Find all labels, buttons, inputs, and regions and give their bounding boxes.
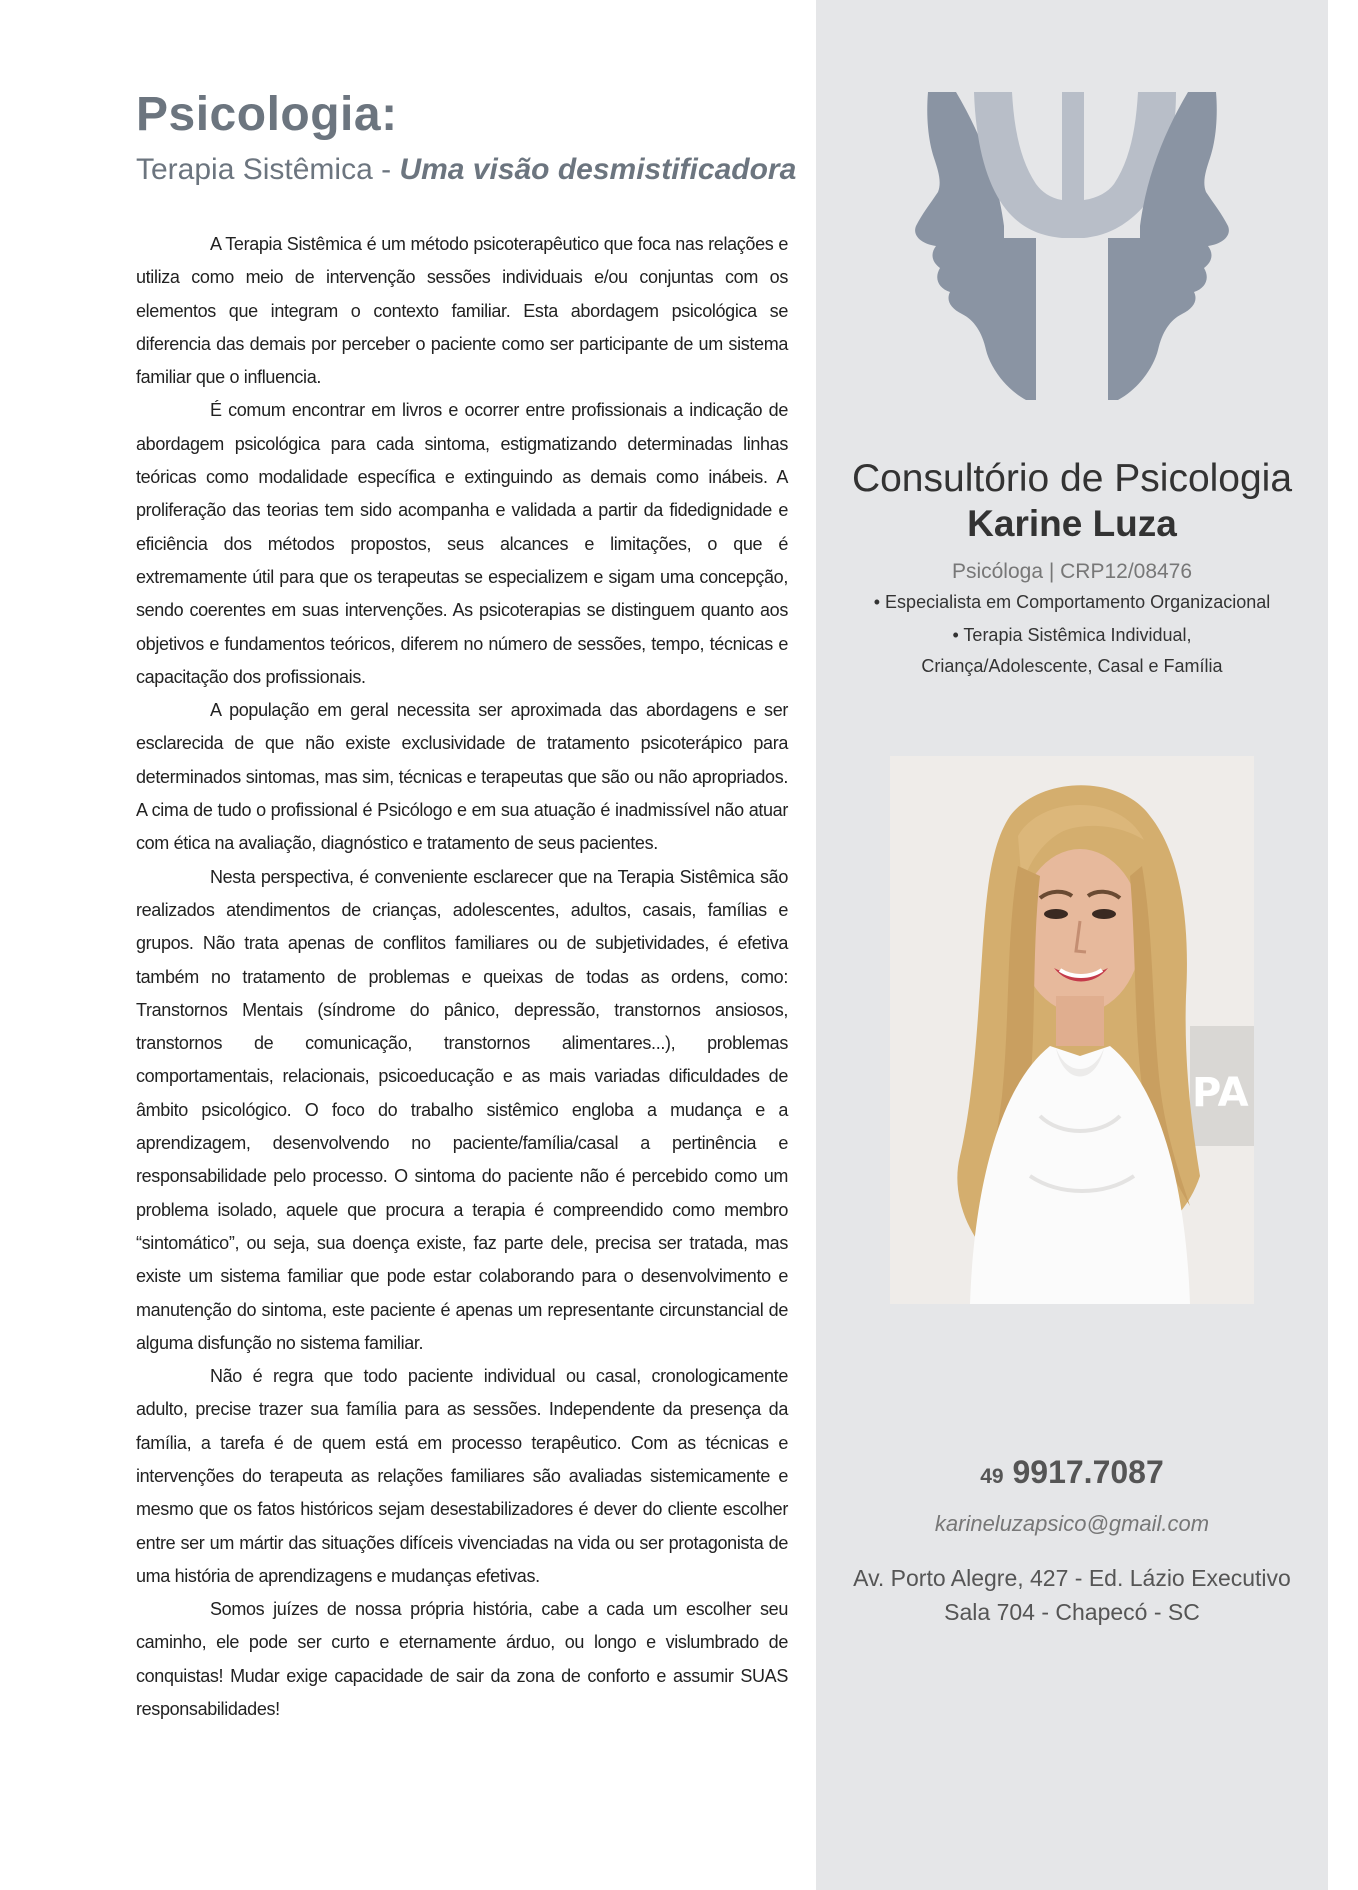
paragraph: Nesta perspectiva, é conveniente esclarecer que na Terapia Sistêmica são realizados atendimentos de crianças, adolescentes, adultos, casais, famílias e grupos. Não trata apenas de conflitos familiares ou de subjetividades, é efetiva também no tratamento de problemas e queixas de todas as ordens, como: Transtornos Mentais (síndrome do pânico, depressão, transtornos ansiosos, transtornos de comunicação, transtornos alimentares...), problemas comportamentais, relacionais, psicoeducação e as mais variadas dificuldades de âmbito psicológico. O foco do trabalho sistêmico engloba a mudança e a aprendizagem, desenvolvendo no paciente/família/casal a pertinência e responsabilidade pelo processo. O sintoma do paciente não é percebido como um problema isolado, aquele que procura a terapia é compreendido como membro “sintomático”, ou seja, sua doença existe, faz parte dele, precisa ser tratada, mas existe um sistema familiar que pode estar colaborando para o desenvolvimento e manutenção do sintoma, este paciente é apenas um representante circunstancial de alguma disfunção no sistema familiar. [136, 866, 788, 1353]
paragraph: É comum encontrar em livros e ocorrer entre profissionais a indicação de abordagem psicológica para cada sintoma, estigmatizando determinadas linhas teóricas como modalidade específica e extinguindo as demais como inábeis. A proliferação das teorias tem sido acompanha e validada a partir da fidedignidade e eficiência dos métodos propostos, seus alcances e limitações, o que é extremamente útil para que os terapeutas se especializem e sigam uma concepção, sendo coerentes em suas intervenções. As psicoterapias se distinguem quanto aos objetivos e fundamentos teóricos, diferem no número de sessões, tempo, técnicas e capacitação dos profissionais. [136, 400, 788, 687]
address [816, 1561, 1328, 1629]
address-line: Sala 704 - Chapecó - SC [944, 1599, 1200, 1625]
portrait-photo [890, 756, 1254, 1304]
psi-faces-logo-icon [886, 88, 1258, 400]
phone-number [816, 1450, 1328, 1499]
specialty-item: Criança/Adolescente, Casal e Família [921, 656, 1223, 676]
person-name: Karine Luza [967, 503, 1177, 544]
svg-text:PA: PA [1192, 1070, 1249, 1116]
article-body [136, 228, 788, 1726]
paragraph: A população em geral necessita ser aproximada das abordagens e ser esclarecida de que não existe exclusividade de tratamento psicoterápico para determinados sintomas, mas sim, técnicas e terapeutas que são ou não apropriados. A cima de tudo o profissional é Psicólogo e em sua atuação é inadmissível não atuar com ética na avaliação, diagnóstico e tratamento de seus pacientes. [136, 700, 788, 854]
article-subtitle [136, 150, 797, 190]
article [136, 80, 797, 1726]
portrait-illustration [890, 756, 1254, 1304]
specialty-item: • Especialista em Comportamento Organizacional [873, 592, 1271, 612]
profession-registration: Psicóloga | CRP12/08476 [951, 560, 1193, 583]
clinic-name: Consultório de Psicologia [851, 457, 1293, 500]
contact-info [816, 1450, 1328, 1629]
address-line: Av. Porto Alegre, 427 - Ed. Lázio Executivo [853, 1565, 1291, 1591]
subtitle-prefix: Terapia Sistêmica - [136, 153, 400, 186]
paragraph: Não é regra que todo paciente individual ou casal, cronologicamente adulto, precise trazer sua família para as sessões. Independente da presença da família, a tarefa é de quem está em processo terapêutico. Com as técnicas e intervenções do terapeuta as relações familiares são avaliadas sistemicamente e mesmo que os fatos históricos sejam desestabilizadores é dever do cliente escolher entre ser um mártir das situações difíceis vivenciadas na vida ou ser protagonista de uma história de aprendizagens e mudanças efetivas. [136, 1366, 788, 1586]
phone-digits: 9917.7087 [1012, 1454, 1164, 1490]
email-address[interactable]: karineluzapsico@gmail.com [934, 1511, 1210, 1536]
phone-area-code: 49 [980, 1465, 1004, 1488]
paragraph: A Terapia Sistêmica é um método psicoterapêutico que foca nas relações e utiliza como meio de intervenção sessões individuais e/ou conjuntas com os elementos que integram o contexto familiar. Esta abordagem psicológica se diferencia das demais por perceber o paciente como ser participante de um sistema familiar que o influencia. [136, 234, 788, 388]
clinic-info [816, 455, 1328, 682]
specialty-item: • Terapia Sistêmica Individual, [952, 625, 1192, 645]
sidebar [816, 0, 1328, 1890]
subtitle-emphasis: Uma visão desmistificadora [399, 153, 797, 186]
paragraph: Somos juízes de nossa própria história, cabe a cada um escolher seu caminho, ele pode ser curto e eternamente árduo, ou longo e vislumbrado de conquistas! Mudar exige capacidade de sair da zona de conforto e assumir SUAS responsabilidades! [136, 1599, 788, 1720]
article-title: Psicologia: [136, 88, 398, 141]
